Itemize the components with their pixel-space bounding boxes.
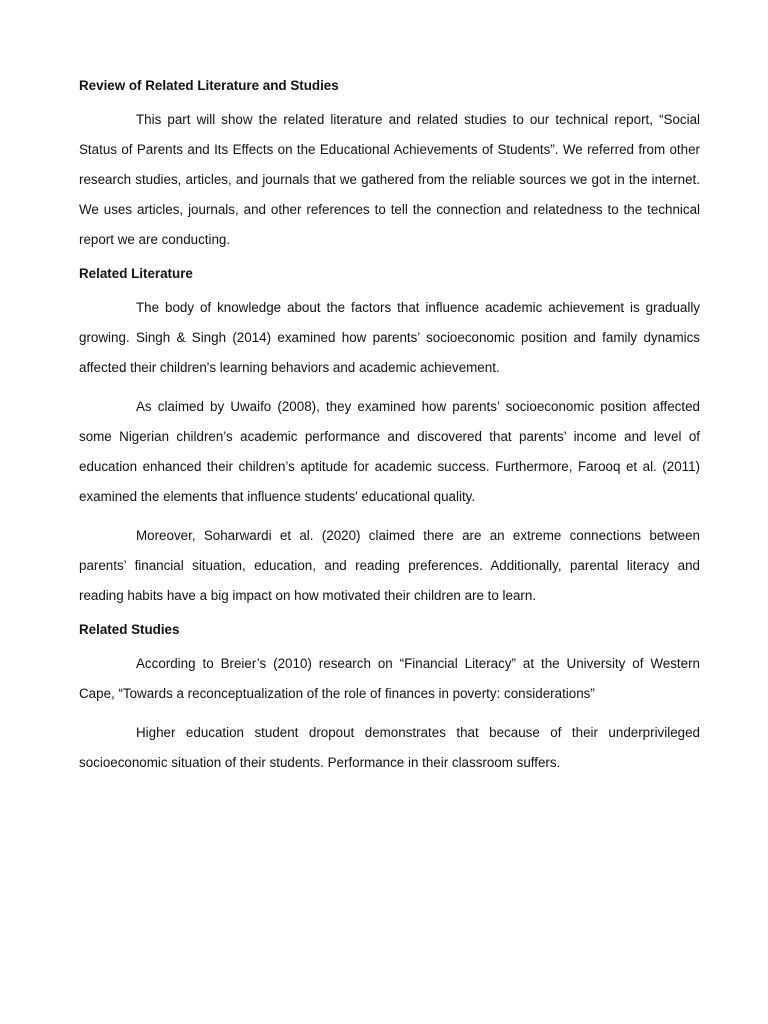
literature-paragraph: Moreover, Soharwardi et al. (2020) claimed there are an extreme connections between parents’ financial situation, education, and reading preferences. Additionally, parental literacy and reading habits have a big impact on how motivated their children are to learn.	[79, 528, 700, 603]
studies-paragraph: Higher education student dropout demonstrates that because of their underprivileged socioeconomic situation of their students. Performance in their classroom suffers.	[79, 725, 700, 770]
section-heading-review: Review of Related Literature and Studies	[79, 78, 339, 93]
document-page	[79, 76, 700, 778]
literature-paragraph: The body of knowledge about the factors that influence academic achievement is gradually growing. Singh & Singh (2014) examined how parents’ socioeconomic position and family dynamics affected their children's learning behaviors and academic achievement.	[79, 300, 700, 375]
section-heading-studies: Related Studies	[79, 622, 180, 637]
literature-paragraph: As claimed by Uwaifo (2008), they examined how parents’ socioeconomic position affected some Nigerian children’s academic performance and discovered that parents’ income and level of education enhanced their children’s aptitude for academic success. Furthermore, Farooq et al. (2011) examined the elements that influence students' educational quality.	[79, 399, 700, 504]
intro-paragraph: This part will show the related literature and related studies to our technical report, “Social Status of Parents and Its Effects on the Educational Achievements of Students”. We referred from other research studies, articles, and journals that we gathered from the reliable sources we got in the internet. We uses articles, journals, and other references to tell the connection and relatedness to the technical report we are conducting.	[79, 112, 700, 247]
section-heading-literature: Related Literature	[79, 266, 193, 281]
studies-paragraph: According to Breier’s (2010) research on “Financial Literacy” at the University of Western Cape, “Towards a reconceptualization of the role of finances in poverty: considerations”	[79, 656, 700, 701]
